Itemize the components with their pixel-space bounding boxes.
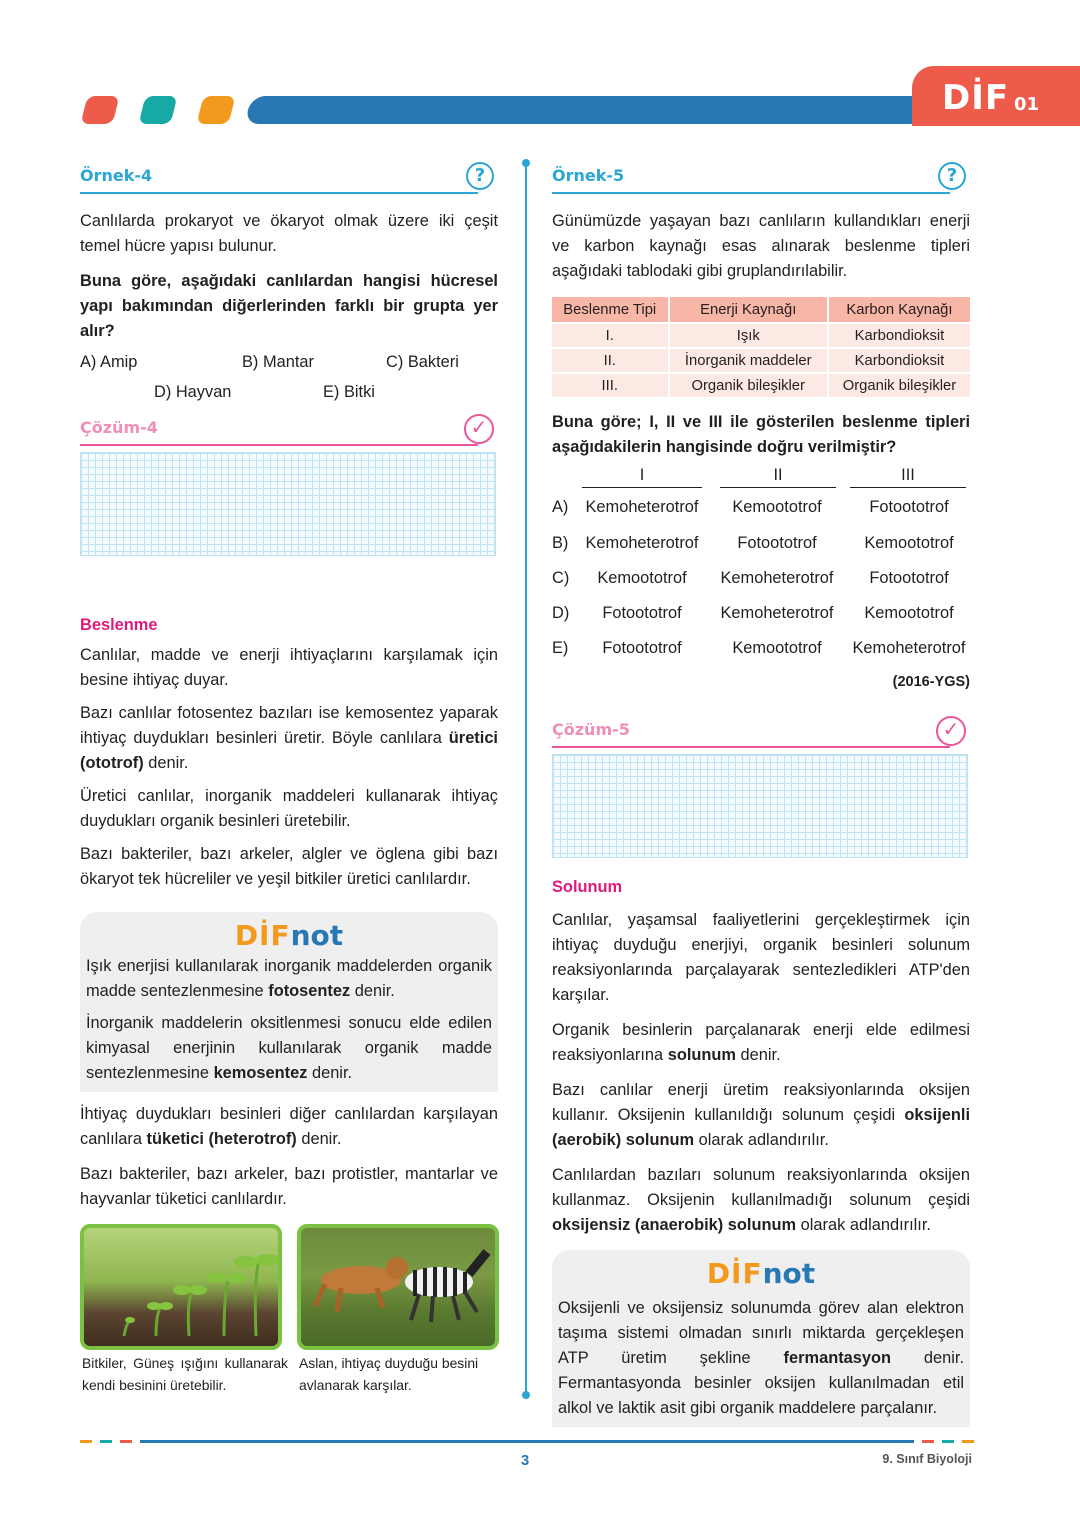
col-head: III [850, 466, 966, 488]
dif-note-2 [552, 1250, 970, 1427]
footer-dash [922, 1440, 934, 1443]
table-header-cell: Beslenme Tipi [552, 297, 668, 322]
photo-lion-zebra [297, 1224, 499, 1350]
example4-header [80, 160, 486, 194]
col-head: II [720, 466, 836, 488]
table-header-row [552, 297, 970, 322]
dif-note-logo: DİFnot [706, 1257, 816, 1290]
example5-text: Günümüzde yaşayan bazı canlıların kullandıkları enerji ve karbon kaynağı esas alınarak beslenme tipleri aşağıdaki tablodaki gibi gruplandırılabilir. [552, 212, 970, 280]
table-cell: Karbondioksit [829, 349, 970, 372]
example4-option-a[interactable]: A) Amip [80, 353, 138, 371]
solution4-header [80, 412, 488, 446]
example4-option-b[interactable]: B) Mantar [242, 353, 314, 371]
right-column [552, 160, 970, 1427]
solution4-title: Çözüm-4 [80, 418, 158, 437]
beslenme-p1: Canlılar, madde ve enerji ihtiyaçlarını karşılamak için besine ihtiyaç duyar. [80, 646, 498, 689]
example4-title: Örnek-4 [80, 166, 153, 185]
note1-kemosentez: İnorganik maddelerin oksitlenmesi sonucu elde edilen kimyasal enerjinin kullanılarak organik madde sentezlenmesine kemosentez denir. [86, 1014, 492, 1082]
note1-fotosentez: Işık enerjisi kullanılarak inorganik maddelerden organik madde sentezlenmesine fotosentez denir. [86, 957, 492, 1000]
solution5-grid[interactable] [552, 754, 968, 858]
header-logo: DİF [942, 78, 1010, 118]
solution5-title: Çözüm-5 [552, 720, 630, 739]
footer-dash [942, 1440, 954, 1443]
table-cell: Organik bileşikler [829, 374, 970, 397]
example5-source: (2016-YGS) [892, 674, 970, 690]
check-icon: ✓ [464, 414, 494, 444]
example5-header [552, 160, 958, 194]
lion-zebra-image [301, 1228, 495, 1346]
solution4-grid[interactable] [80, 452, 496, 556]
table-cell: II. [552, 349, 668, 372]
caption-seedlings: Bitkiler, Güneş ışığını kullanarak kendi besinini üretebilir. [82, 1355, 288, 1393]
dif-note-logo: DİFnot [234, 919, 344, 952]
table-cell: İnorganik maddeler [670, 349, 827, 372]
option-col-heads [552, 466, 982, 492]
footer-line [140, 1440, 914, 1443]
example4-option-c[interactable]: C) Bakteri [386, 353, 459, 371]
solunum-p1: Canlılar, yaşamsal faaliyetlerini gerçekleştirmek için ihtiyaç duyduğu enerjiyi, organik besinleri solunum reaksiyonlarında parçalayarak sentezledikleri ATP'den karşılar. [552, 911, 970, 1004]
example4-option-e[interactable]: E) Bitki [323, 383, 375, 401]
col-head: I [582, 466, 702, 488]
table-cell: I. [552, 324, 668, 347]
photo-seedlings [80, 1224, 282, 1350]
header-chip-red [81, 96, 120, 124]
note2-fermantasyon: Oksijenli ve oksijensiz solunumda görev alan elektron taşıma sistemi olmadan sınırlı miktarda gerçekleşen ATP üretim şekline fermantasyon denir. Fermantasyonda besinler oksijen kullanılmadan etil alkol ve laktik asit gibi organik maddelere parçalanır. [558, 1299, 964, 1417]
beslenme-p5: İhtiyaç duydukları besinleri diğer canlılardan karşılayan canlılara tüketici (heterotrof) denir. [80, 1105, 498, 1148]
example5-options: I II III A) Kemoheterotrof Kemoototrof Fotoototrof B) Kemoheterotrof Fotoototrof Kemoototrof C) Kemoototrof Kemoheterotrof Fotoototrof D) Fotoototrof Kemoheterotrof Kemoototrof E) Fotoototrof Kemoototrof Kemoheterotrof (2016-YGS) [552, 466, 970, 716]
solunum-p2: Organik besinlerin parçalanarak enerji elde edilmesi reaksiyonlarına solunum denir. [552, 1021, 970, 1064]
question-icon: ? [938, 162, 966, 190]
table-cell: Işık [670, 324, 827, 347]
left-column [80, 160, 498, 1212]
header-bar [245, 96, 952, 124]
table-cell: Karbondioksit [829, 324, 970, 347]
seedlings-image [84, 1228, 278, 1346]
footer-dash [80, 1440, 92, 1443]
solunum-p4: Canlılardan bazıları solunum reaksiyonlarında oksijen kullanmaz. Oksijenin kullanılmadığı solunum çeşidi oksijensiz (anaerobik) solunum olarak adlandırılır. [552, 1166, 970, 1234]
example4-question: Buna göre, aşağıdaki canlılardan hangisi hücresel yapı bakımından diğerlerinden farklı bir grupta yer alır? [80, 272, 498, 340]
dif-note-1 [80, 912, 498, 1092]
table-header-cell: Enerji Kaynağı [670, 297, 827, 322]
header-tab [912, 66, 1080, 126]
solution5-header [552, 714, 960, 748]
solunum-p3: Bazı canlılar enerji üretim reaksiyonlarında oksijen kullanır. Oksijenin kullanıldığı solunum çeşidi oksijenli (aerobik) solunum olarak adlandırılır. [552, 1081, 970, 1149]
table-header-cell: Karbon Kaynağı [829, 297, 970, 322]
example4-option-d[interactable]: D) Hayvan [154, 383, 232, 401]
beslenme-p4: Bazı bakteriler, bazı arkeler, algler ve öglena gibi bazı ökaryot tek hücreliler ve yeşil bitkiler üretici canlılardır. [80, 845, 498, 888]
example4-options [80, 350, 498, 416]
caption-lion: Aslan, ihtiyaç duyduğu besini avlanarak karşılar. [299, 1355, 479, 1393]
question-icon: ? [466, 162, 494, 190]
table-row [552, 374, 970, 397]
footer-dash [962, 1440, 974, 1443]
table-cell: Organik bileşikler [670, 374, 827, 397]
beslenme-p6: Bazı bakteriler, bazı arkeler, bazı protistler, mantarlar ve hayvanlar tüketici canlılardır. [80, 1165, 498, 1208]
book-title: 9. Sınıf Biyoloji [882, 1452, 972, 1466]
footer-dash [100, 1440, 112, 1443]
page-number: 3 [520, 1452, 530, 1469]
header-number: 01 [1014, 94, 1040, 115]
table-cell: III. [552, 374, 668, 397]
check-icon: ✓ [936, 716, 966, 746]
example5-title: Örnek-5 [552, 166, 625, 185]
table-row [552, 324, 970, 347]
header-chip-teal [139, 96, 178, 124]
beslenme-p3: Üretici canlılar, inorganik maddeleri kullanarak ihtiyaç duydukları organik besinleri üretebilir. [80, 787, 498, 830]
beslenme-title: Beslenme [80, 616, 158, 634]
beslenme-table [550, 295, 972, 399]
header-chip-orange [197, 96, 236, 124]
example4-text: Canlılarda prokaryot ve ökaryot olmak üzere iki çeşit temel hücre yapısı bulunur. [80, 212, 498, 255]
footer-dash [120, 1440, 132, 1443]
example5-question: Buna göre; I, II ve III ile gösterilen beslenme tipleri aşağıdakilerin hangisinde doğru verilmiştir? [552, 413, 970, 456]
solunum-title: Solunum [552, 878, 623, 896]
beslenme-p2: Bazı canlılar fotosentez bazıları ise kemosentez yaparak ihtiyaç duydukları besinleri üretir. Böyle canlılara üretici (ototrof) denir. [80, 704, 498, 772]
column-divider [525, 163, 527, 1395]
table-row [552, 349, 970, 372]
